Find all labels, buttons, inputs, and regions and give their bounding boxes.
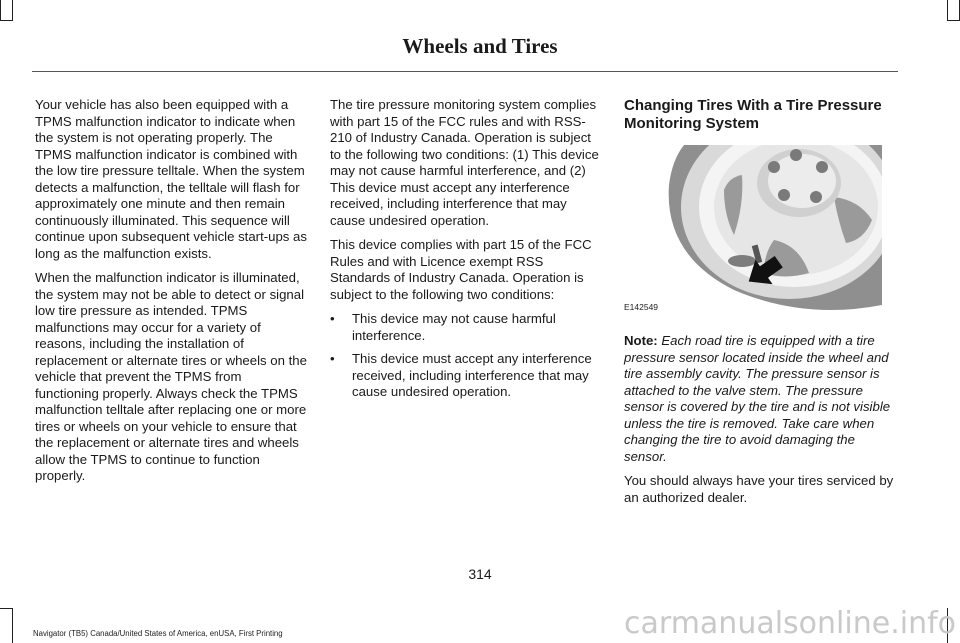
footer-text: Navigator (TB5) Canada/United States of America, enUSA, First Printing (33, 629, 283, 638)
crop-mark (0, 20, 13, 21)
note-text: Each road tire is equipped with a tire pressure sensor located inside the wheel and tire assembly cavity. The pressure sensor is attached to the valve stem. The pressure sensor is covered by the tire and is not visible unless the tire is removed. Take care when changing the tire to avoid damaging the sensor. (624, 333, 891, 464)
crop-mark (0, 608, 13, 609)
section-heading: Changing Tires With a Tire Pressure Monitoring System (624, 97, 882, 132)
column-2 (330, 97, 602, 408)
list-item (330, 351, 602, 401)
list-item-text: This device must accept any interference received, including interference that may cause undesired operation. (352, 351, 592, 399)
note-paragraph (624, 333, 896, 465)
bullet-icon: • (330, 311, 335, 326)
paragraph: This device complies with part 15 of the FCC Rules and with Licence exempt RSS Standards of Industry Canada. Operation is subject to the following two conditions: (330, 237, 592, 302)
paragraph: You should always have your tires serviced by an authorized dealer. (624, 473, 894, 505)
header-divider (32, 71, 898, 72)
paragraph: The tire pressure monitoring system complies with part 15 of the FCC rules and with RSS-210 of Industry Canada. Operation is subject to the following two conditions: (1) This device may not cause harmful interference, and (2) This device must accept any interference received, including interference that may cause undesired operation. (330, 97, 599, 228)
bullet-icon: • (330, 351, 335, 366)
column-1 (35, 97, 307, 493)
crop-mark (947, 0, 948, 20)
page-number: 314 (468, 566, 492, 582)
paragraph: Your vehicle has also been equipped with a TPMS malfunction indicator to indicate when the system is not operating properly. The TPMS malfunction indicator is combined with the low tire pressure telltale. When the system detects a malfunction, the telltale will flash for approximately one minute and then remain continuously illuminated. This sequence will continue upon subsequent vehicle start-ups as long as the malfunction exists. (35, 97, 307, 261)
crop-mark (12, 608, 13, 643)
note-label: Note: (624, 333, 658, 348)
crop-mark (12, 0, 13, 20)
list-item-text: This device may not cause harmful interference. (352, 311, 556, 343)
column-3 (624, 97, 896, 514)
crop-mark (0, 0, 1, 20)
wheel-illustration (624, 145, 882, 315)
list-item (330, 311, 602, 344)
page-title: Wheels and Tires (402, 34, 558, 58)
paragraph: When the malfunction indicator is illuminated, the system may not be able to detect or signal low tire pressure as intended. TPMS malfunctions may occur for a variety of reasons, including the installation of replacement or alternate tires or wheels on the vehicle that prevent the TPMS from functioning properly. Always check the TPMS malfunction telltale after replacing one or more tires or wheels on your vehicle to ensure that the replacement or alternate tires and wheels allow the TPMS to continue to function properly. (35, 270, 307, 483)
watermark: carmanualsonline.info (624, 606, 956, 641)
tire-valve-illustration (624, 145, 882, 315)
crop-mark (947, 20, 960, 21)
figure-code: E142549 (624, 301, 659, 312)
bullet-list (330, 311, 602, 401)
